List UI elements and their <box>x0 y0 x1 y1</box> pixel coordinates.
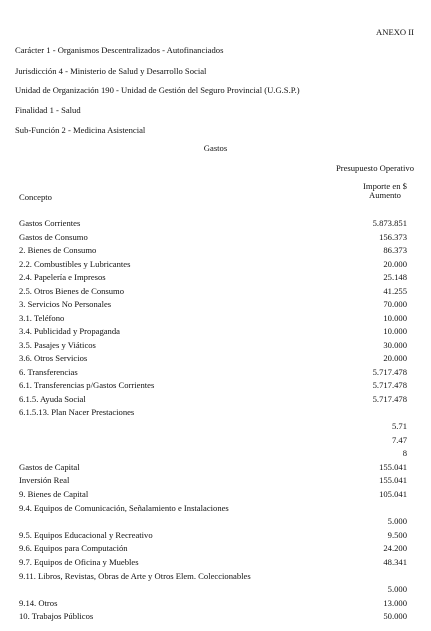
row-label: 9. Bienes de Capital <box>19 489 89 499</box>
row-value: 86.373 <box>383 245 407 255</box>
row-label: 9.4. Equipos de Comunicación, Señalamiento e Instalaciones <box>19 503 229 513</box>
split-value-part: 5.71 <box>391 421 407 431</box>
row-value: 13.000 <box>383 598 407 608</box>
row-label: 9.6. Equipos para Computación <box>19 543 128 553</box>
row-label: 6. Transferencias <box>19 367 78 377</box>
row-value: 50.000 <box>383 611 407 621</box>
table-row <box>19 287 407 299</box>
row-label: 9.5. Equipos Educacional y Recreativo <box>19 530 153 540</box>
table-row <box>19 260 407 272</box>
table-row <box>19 327 407 339</box>
table-row <box>19 395 407 407</box>
table-row <box>19 354 407 366</box>
table-row <box>19 314 407 326</box>
row-value: 10.000 <box>383 326 407 336</box>
row-label: 9.14. Otros <box>19 598 58 608</box>
table-row <box>19 341 407 353</box>
table-row <box>19 273 407 285</box>
row-label: 6.1.5.13. Plan Nacer Prestaciones <box>19 407 135 417</box>
table-row <box>19 463 407 475</box>
table-row <box>19 368 407 380</box>
row-label: 3.4. Publicidad y Propaganda <box>19 326 120 336</box>
row-label: 2.4. Papelería e Impresos <box>19 272 106 282</box>
annex-label: ANEXO II <box>376 27 414 37</box>
row-value: 10.000 <box>383 313 407 323</box>
subfuncion-line: Sub-Función 2 - Medicina Asistencial <box>15 125 146 135</box>
row-value: 155.041 <box>379 475 407 485</box>
table-row <box>19 476 407 488</box>
row-value: 155.041 <box>379 462 407 472</box>
split-value-part: 7.47 <box>391 435 407 445</box>
row-value: 5.717.478 <box>372 394 407 404</box>
budget-header: Presupuesto Operativo <box>335 163 414 173</box>
row-label: 9.7. Equipos de Oficina y Muebles <box>19 557 139 567</box>
row-value: 41.255 <box>383 286 407 296</box>
amount-header <box>350 182 420 201</box>
amount-header-line1: Importe en $ <box>363 181 407 191</box>
table-row <box>19 381 407 393</box>
row-label: Gastos de Capital <box>19 462 80 472</box>
row-value: 24.200 <box>383 543 407 553</box>
table-row <box>19 599 407 611</box>
row-label: 2.2. Combustibles y Lubricantes <box>19 259 131 269</box>
row-value: 5.000 <box>387 584 407 594</box>
row-value: 9.500 <box>387 530 407 540</box>
table-row <box>19 572 407 584</box>
finalidad-line: Finalidad 1 - Salud <box>15 105 81 115</box>
row-label: 6.1. Transferencias p/Gastos Corrientes <box>19 380 155 390</box>
row-value: 105.041 <box>379 489 407 499</box>
row-value: 5.873.851 <box>372 218 407 228</box>
row-label: Gastos Corrientes <box>19 218 81 228</box>
split-value-part: 8 <box>402 448 407 458</box>
row-label: 2.5. Otros Bienes de Consumo <box>19 286 125 296</box>
table-row <box>19 219 407 231</box>
jurisdiccion-line: Jurisdicción 4 - Ministerio de Salud y Desarrollo Social <box>15 66 207 76</box>
row-value: 30.000 <box>383 340 407 350</box>
row-label: Inversión Real <box>19 475 70 485</box>
row-value: 5.717.478 <box>372 380 407 390</box>
table-row <box>19 558 407 570</box>
row-label: Gastos de Consumo <box>19 232 88 242</box>
table-row <box>19 612 407 624</box>
caracter-line: Carácter 1 - Organismos Descentralizados - Autofinanciados <box>15 45 224 55</box>
concept-header: Concepto <box>19 192 52 202</box>
table-row <box>19 408 407 420</box>
table-row <box>19 490 407 502</box>
row-value: 70.000 <box>383 299 407 309</box>
amount-header-line2: Aumento <box>369 190 401 201</box>
table-row <box>19 233 407 245</box>
row-value: 48.341 <box>383 557 407 567</box>
table-row <box>19 504 407 516</box>
row-label: 10. Trabajos Públicos <box>19 611 94 621</box>
row-label: 6.1.5. Ayuda Social <box>19 394 86 404</box>
section-title: Gastos <box>203 143 228 153</box>
row-value: 20.000 <box>383 353 407 363</box>
row-label: 3. Servicios No Personales <box>19 299 112 309</box>
unidad-line: Unidad de Organización 190 - Unidad de Gestión del Seguro Provincial (U.G.S.P.) <box>15 85 300 95</box>
row-value: 156.373 <box>379 232 407 242</box>
row-label: 3.1. Teléfono <box>19 313 65 323</box>
row-label: 3.5. Pasajes y Viáticos <box>19 340 96 350</box>
row-value: 25.148 <box>383 272 407 282</box>
row-label: 3.6. Otros Servicios <box>19 353 88 363</box>
row-value: 20.000 <box>383 259 407 269</box>
table-row <box>19 246 407 258</box>
table-row <box>19 531 407 543</box>
table-row <box>19 300 407 312</box>
table-row <box>19 544 407 556</box>
row-value: 5.717.478 <box>372 367 407 377</box>
row-value: 5.000 <box>387 516 407 526</box>
row-label: 9.11. Libros, Revistas, Obras de Arte y Otros Elem. Coleccionables <box>19 571 251 581</box>
row-label: 2. Bienes de Consumo <box>19 245 97 255</box>
